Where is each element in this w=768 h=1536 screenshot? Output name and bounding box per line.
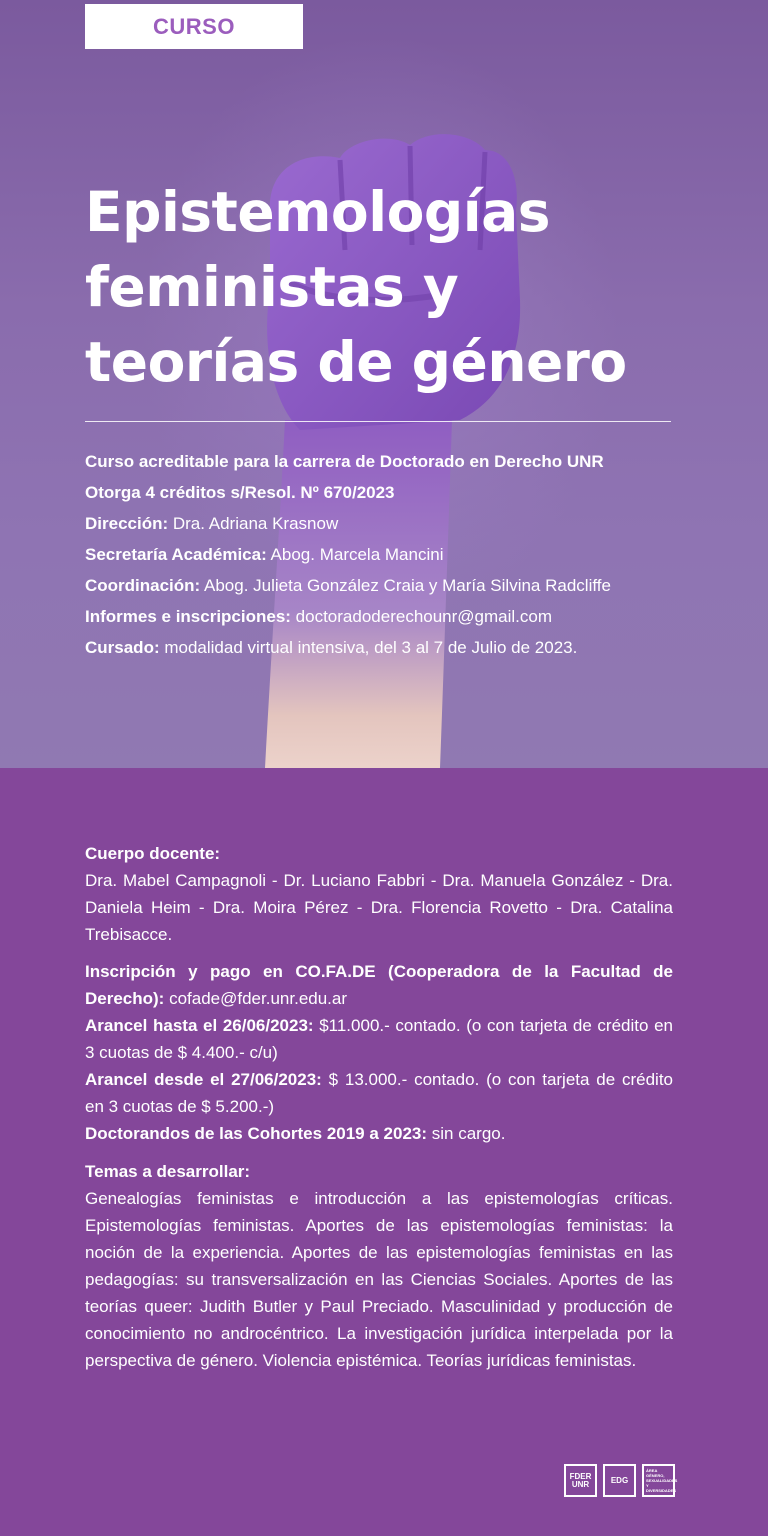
payment-section bbox=[85, 958, 673, 1147]
contact-email-link[interactable]: doctoradoderechounr@gmail.com bbox=[290, 607, 553, 626]
topics-text: Genealogías feministas e introducción a las epistemologías críticas. Epistemologías feministas. Aportes de las epistemologías feministas: la noción de la experiencia. Aportes de las epistemologías feministas en las pedagogías: su transversalización en las Ciencias Sociales. Aportes de las teorías queer: Judith Butler y Paul Preciado. Masculinidad y producción de conocimiento no androcéntrico. La investigación jurídica interpelada por la perspectiva de género. Violencia epistémica. Teorías jurídicas feministas. bbox=[85, 1189, 673, 1370]
fder-unr-logo: FDER UNR bbox=[564, 1464, 597, 1497]
title-line-2: feministas y bbox=[85, 255, 459, 319]
info-row-coordination: Coordinación: Abog. Julieta González Craia y María Silvina Radcliffe bbox=[85, 576, 611, 595]
info-row-direction: Dirección: Dra. Adriana Krasnow bbox=[85, 514, 339, 533]
fee-late: Arancel desde el 27/06/2023: $ 13.000.- contado. (o con tarjeta de crédito en 3 cuotas de $ 5.200.-) bbox=[85, 1070, 673, 1116]
faculty-section bbox=[85, 840, 673, 948]
title-line-1: Epistemologías bbox=[85, 180, 550, 244]
info-row-secretary: Secretaría Académica: Abog. Marcela Mancini bbox=[85, 545, 444, 564]
topics-heading: Temas a desarrollar: bbox=[85, 1162, 251, 1181]
cofade-email-link[interactable]: cofade@fder.unr.edu.ar bbox=[164, 989, 348, 1008]
edg-logo: EDG bbox=[603, 1464, 636, 1497]
gender-area-logo: ÁREA GÉNERO, SEXUALIDADES Y DIVERSIDADES bbox=[642, 1464, 675, 1497]
info-row-schedule: Cursado: modalidad virtual intensiva, del 3 al 7 de Julio de 2023. bbox=[85, 638, 578, 657]
info-row-contact: Informes e inscripciones: doctoradoderechounr@gmail.com bbox=[85, 607, 553, 626]
faculty-heading: Cuerpo docente: bbox=[85, 844, 221, 863]
page-title bbox=[85, 175, 705, 400]
fee-early: Arancel hasta el 26/06/2023: $11.000.- contado. (o con tarjeta de crédito en 3 cuotas de $ 4.400.- c/u) bbox=[85, 1016, 673, 1062]
title-line-3: teorías de género bbox=[85, 330, 627, 394]
course-info bbox=[85, 446, 705, 663]
divider-line bbox=[85, 421, 671, 422]
enrollment-info: Inscripción y pago en CO.FA.DE (Cooperadora de la Facultad de Derecho): cofade@fder.unr.edu.ar bbox=[85, 962, 673, 1008]
faculty-list: Dra. Mabel Campagnoli - Dr. Luciano Fabbri - Dra. Manuela González - Dra. Daniela Heim - Dra. Moira Pérez - Dra. Florencia Rovetto - Dra. Catalina Trebisacce. bbox=[85, 871, 673, 944]
topics-section bbox=[85, 1158, 673, 1374]
fee-doctoral: Doctorandos de las Cohortes 2019 a 2023: sin cargo. bbox=[85, 1124, 506, 1143]
course-badge: CURSO bbox=[85, 4, 303, 49]
info-row-accreditation: Curso acreditable para la carrera de Doctorado en Derecho UNR bbox=[85, 452, 604, 471]
info-row-credits: Otorga 4 créditos s/Resol. Nº 670/2023 bbox=[85, 483, 395, 502]
logos-row bbox=[564, 1464, 678, 1497]
